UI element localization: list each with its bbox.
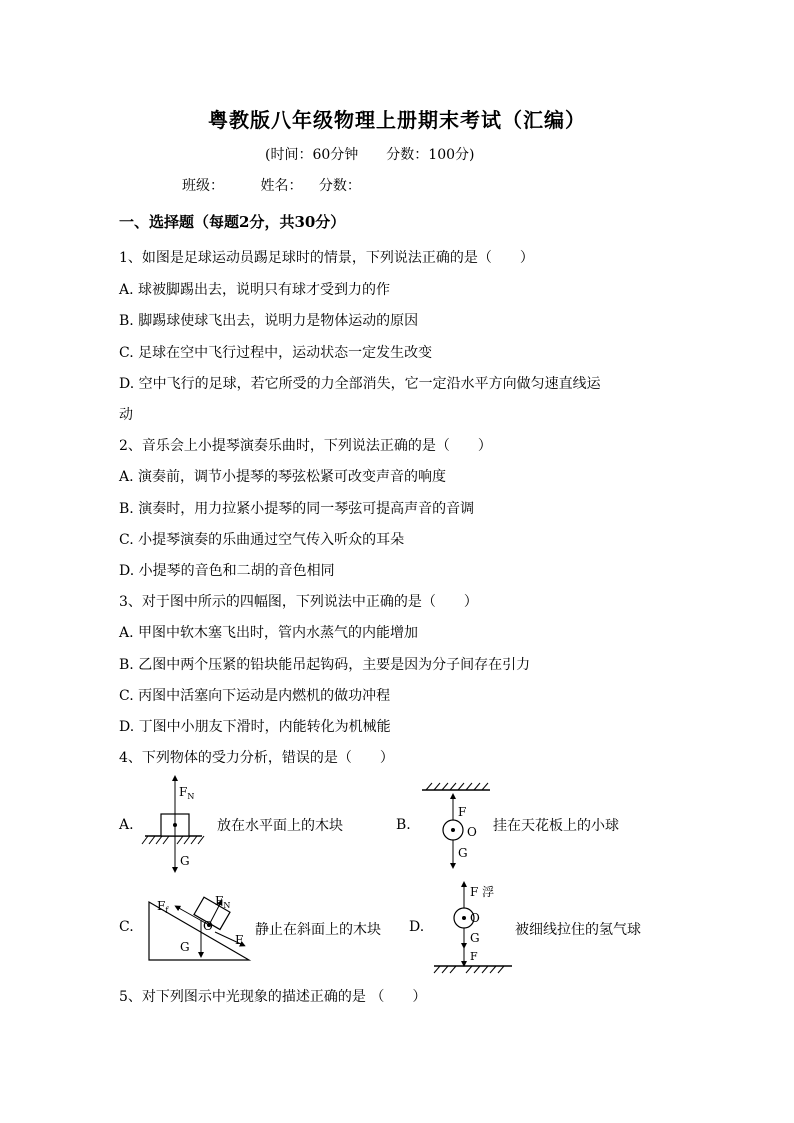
ffloat-label: F 浮 bbox=[470, 885, 495, 899]
question-3-option-a: A. 甲图中软木塞飞出时，管内水蒸气的内能增加 bbox=[119, 625, 419, 641]
time-limit: (时间：60分钟 bbox=[265, 147, 359, 163]
fn-label-c: $F_N$ bbox=[215, 894, 231, 910]
question-5-stem: 5、对下列图示中光现象的描述正确的是 （ ） bbox=[119, 989, 427, 1005]
f-label: F bbox=[458, 805, 467, 819]
o-label-c: O bbox=[203, 919, 213, 933]
question-2-option-a: A. 演奏前，调节小提琴的琴弦松紧可改变声音的响度 bbox=[119, 469, 447, 485]
g-label-d: G bbox=[470, 931, 480, 945]
g-label-c: G bbox=[180, 940, 190, 954]
question-2-option-c: C. 小提琴演奏的乐曲通过空气传入听众的耳朵 bbox=[119, 532, 405, 548]
question-1-option-a: A. 球被脚踢出去，说明只有球才受到力的作 bbox=[119, 282, 391, 298]
question-1-stem: 1、如图是足球运动员踢足球时的情景，下列说法正确的是（ ） bbox=[119, 250, 534, 266]
question-2-option-b: B. 演奏时，用力拉紧小提琴的同一琴弦可提高声音的音调 bbox=[119, 501, 475, 517]
student-info-line bbox=[182, 175, 393, 195]
total-score: 分数：100分) bbox=[386, 147, 475, 163]
question-1-option-d-cont: 动 bbox=[119, 407, 133, 423]
question-2-option-d: D. 小提琴的音色和二胡的音色相同 bbox=[119, 563, 335, 579]
g-label: G bbox=[180, 854, 190, 868]
figure-d-letter: D. bbox=[409, 919, 425, 935]
figure-c-letter: C. bbox=[119, 919, 134, 935]
figure-b-diagram bbox=[418, 780, 498, 870]
figure-c-caption: 静止在斜面上的木块 bbox=[255, 922, 381, 938]
figure-d-caption: 被细线拉住的氢气球 bbox=[515, 922, 641, 938]
figure-a-caption: 放在水平面上的木块 bbox=[217, 818, 343, 834]
exam-subtitle bbox=[265, 144, 502, 164]
f-label-c: F bbox=[235, 933, 244, 947]
question-3-option-c: C. 丙图中活塞向下运动是内燃机的做功冲程 bbox=[119, 688, 391, 704]
question-3-stem: 3、对于图中所示的四幅图，下列说法中正确的是（ ） bbox=[119, 594, 478, 610]
section-heading: 一、选择题（每题2分，共30分） bbox=[119, 213, 346, 231]
ff-label: $F_f$ bbox=[157, 899, 169, 915]
figure-d-diagram bbox=[430, 880, 520, 975]
question-4-stem: 4、下列物体的受力分析，错误的是（ ） bbox=[119, 750, 394, 766]
question-3-option-b: B. 乙图中两个压紧的铅块能吊起钩码，主要是因为分子间存在引力 bbox=[119, 657, 531, 673]
f-label-d: F bbox=[470, 950, 478, 963]
fn-label: $F_N$ bbox=[179, 785, 195, 801]
question-3-option-d: D. 丁图中小朋友下滑时，内能转化为机械能 bbox=[119, 719, 391, 735]
exam-title: 粤教版八年级物理上册期末考试（汇编） bbox=[208, 108, 586, 132]
question-1-option-d: D. 空中飞行的足球，若它所受的力全部消失，它一定沿水平方向做匀速直线运 bbox=[119, 376, 601, 392]
figure-a-letter: A. bbox=[119, 817, 134, 833]
class-label: 班级： bbox=[182, 178, 224, 194]
question-1-option-c: C. 足球在空中飞行过程中，运动状态一定发生改变 bbox=[119, 345, 433, 361]
g-label-b: G bbox=[458, 846, 468, 860]
o-label-d: O bbox=[470, 911, 480, 925]
score-label: 分数： bbox=[318, 178, 361, 194]
question-2-stem: 2、音乐会上小提琴演奏乐曲时，下列说法正确的是（ ） bbox=[119, 438, 492, 454]
question-1-option-b: B. 脚踢球使球飞出去，说明力是物体运动的原因 bbox=[119, 313, 419, 329]
name-label: 姓名： bbox=[260, 178, 303, 194]
figure-a-diagram bbox=[140, 770, 210, 875]
figure-c-diagram bbox=[145, 890, 255, 965]
figure-b-caption: 挂在天花板上的小球 bbox=[493, 818, 619, 834]
o-label: O bbox=[467, 825, 477, 839]
figure-b-letter: B. bbox=[396, 817, 411, 833]
